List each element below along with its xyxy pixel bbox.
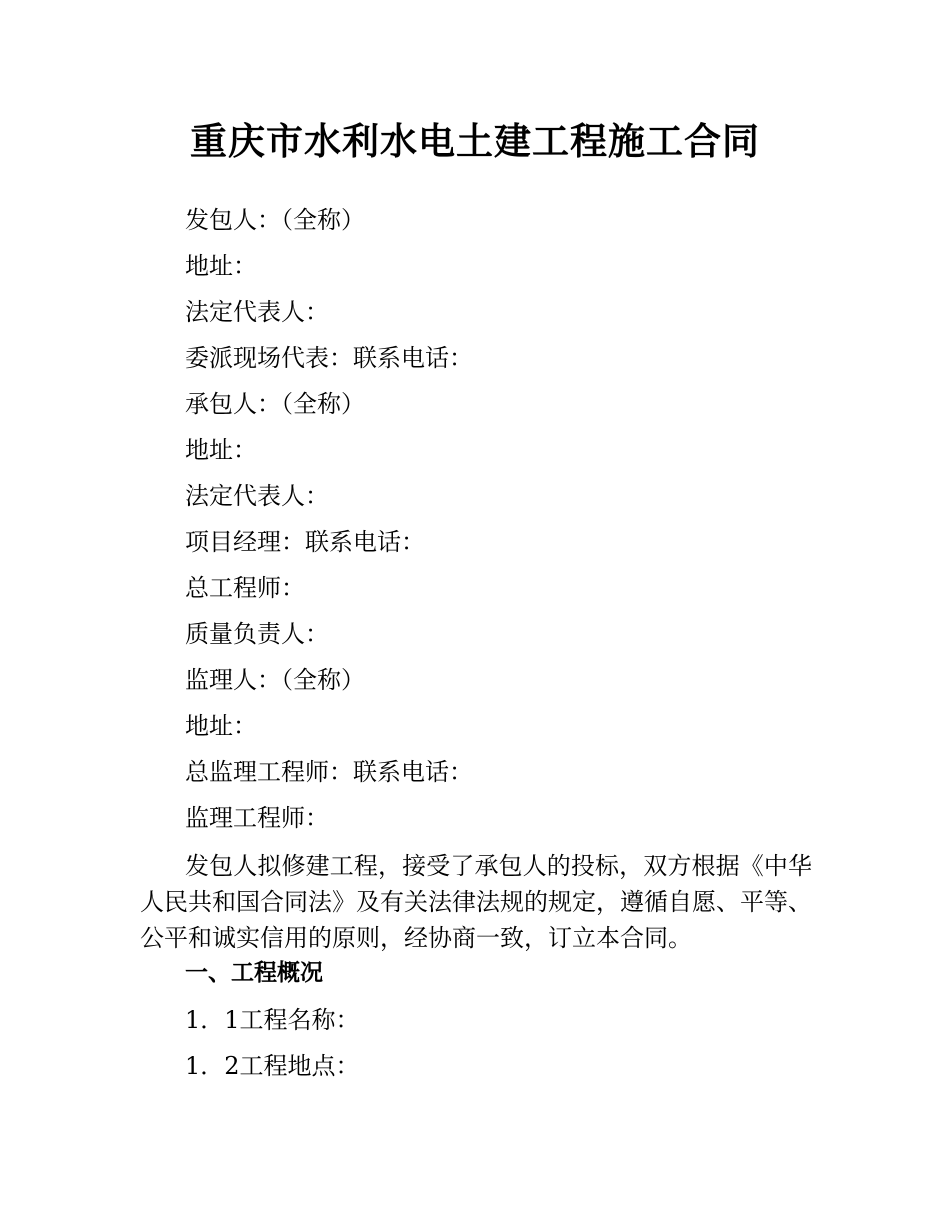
clause-project-location: 1．2工程地点： — [185, 1052, 360, 1080]
contractor-name-line: 承包人：（全称） — [185, 390, 365, 418]
preamble-paragraph: 发包人拟修建工程，接受了承包人的投标，双方根据《中华人民共和国合同法》及有关法律法规的规定，遵循自愿、平等、公平和诚实信用的原则，经协商一致，订立本合同。 — [140, 852, 812, 952]
contractor-legal-rep-line: 法定代表人： — [185, 482, 329, 510]
contractor-address-line: 地址： — [185, 436, 257, 464]
clause-project-name: 1．1工程名称： — [185, 1006, 360, 1034]
employer-legal-rep-line: 法定代表人： — [185, 298, 329, 326]
supervisor-name-line: 监理人：（全称） — [185, 666, 365, 694]
chief-engineer-line: 总工程师： — [185, 574, 305, 602]
document-title: 重庆市水利水电土建工程施工合同 — [190, 120, 760, 163]
section-heading-project-overview: 一、工程概况 — [185, 960, 323, 986]
employer-address-line: 地址： — [185, 252, 257, 280]
chief-supervising-engineer-line: 总监理工程师：联系电话： — [185, 758, 473, 786]
supervising-engineer-line: 监理工程师： — [185, 804, 329, 832]
employer-name-line: 发包人：（全称） — [185, 206, 365, 234]
quality-manager-line: 质量负责人： — [185, 620, 329, 648]
project-manager-line: 项目经理：联系电话： — [185, 528, 425, 556]
supervisor-address-line: 地址： — [185, 712, 257, 740]
employer-site-rep-line: 委派现场代表：联系电话： — [185, 344, 473, 372]
